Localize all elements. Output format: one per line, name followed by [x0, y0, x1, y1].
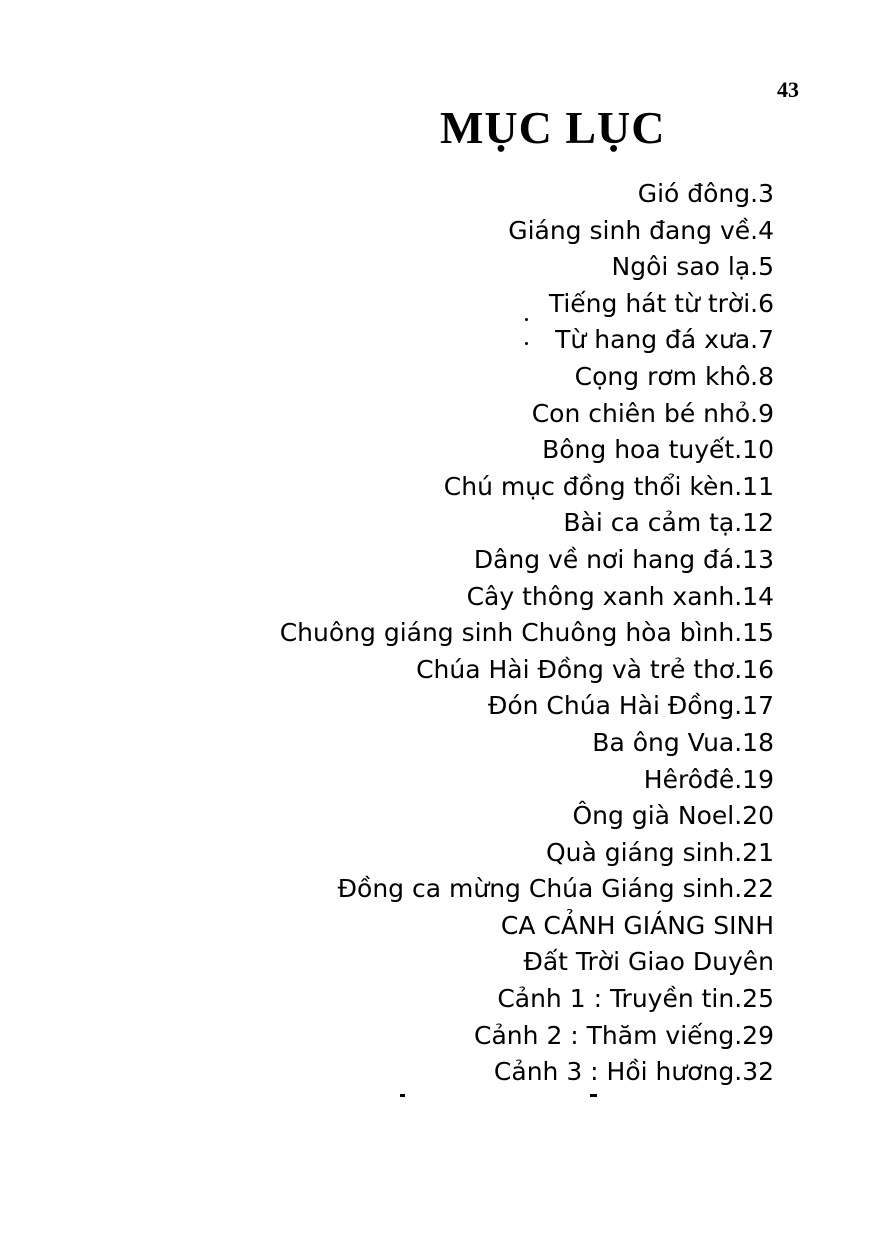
toc-entry: Dâng về nơi hang đá.13	[473, 544, 774, 574]
toc-entry: Ba ông Vua.18	[592, 727, 774, 757]
toc-entry: Tiếng hát từ trời.6	[548, 288, 774, 318]
toc-entry: Ông già Noel.20	[572, 801, 774, 831]
toc-entry: Cọng rơm khô.8	[574, 361, 774, 391]
page-title: MỤC LỤC	[440, 102, 666, 153]
toc-entry: Từ hang đá xưa.7	[555, 325, 774, 355]
toc-entry: Cây thông xanh xanh.14	[466, 581, 774, 611]
page-number: 43	[777, 77, 799, 102]
toc-entry: Cảnh 1 : Truyền tin.25	[497, 984, 774, 1014]
ink-mark	[590, 1094, 597, 1097]
toc-entry: Chúa Hài Đồng và trẻ thơ.16	[416, 654, 774, 684]
toc-subheading: Đất Trời Giao Duyên	[523, 947, 774, 977]
toc-entry: Chú mục đồng thổi kèn.11	[443, 471, 774, 501]
toc-entry: Ngôi sao lạ.5	[611, 252, 774, 282]
toc-entry: Đón Chúa Hài Đồng.17	[487, 691, 774, 721]
toc-entry: Giáng sinh đang về.4	[508, 215, 774, 245]
ink-speck	[525, 342, 528, 345]
ink-speck	[525, 318, 528, 321]
ink-mark	[400, 1094, 405, 1097]
toc-entry: Con chiên bé nhỏ.9	[531, 398, 774, 428]
toc-entry: Quà giáng sinh.21	[545, 837, 774, 867]
table-of-contents	[154, 176, 774, 1091]
toc-entry: Cảnh 2 : Thăm viếng.29	[474, 1020, 774, 1050]
toc-entry: Gió đông.3	[637, 179, 774, 208]
toc-entry: Đồng ca mừng Chúa Giáng sinh.22	[337, 874, 774, 904]
toc-entry: Bài ca cảm tạ.12	[563, 508, 774, 538]
toc-entry: Bông hoa tuyết.10	[542, 435, 774, 465]
toc-entry: Hêrôđê.19	[643, 764, 774, 794]
toc-entry: Chuông giáng sinh Chuông hòa bình.15	[279, 618, 774, 648]
toc-section-heading: CA CẢNH GIÁNG SINH	[500, 910, 774, 940]
toc-entry: Cảnh 3 : Hồi hương.32	[493, 1057, 774, 1087]
cut-off-line-marks	[400, 1094, 620, 1100]
